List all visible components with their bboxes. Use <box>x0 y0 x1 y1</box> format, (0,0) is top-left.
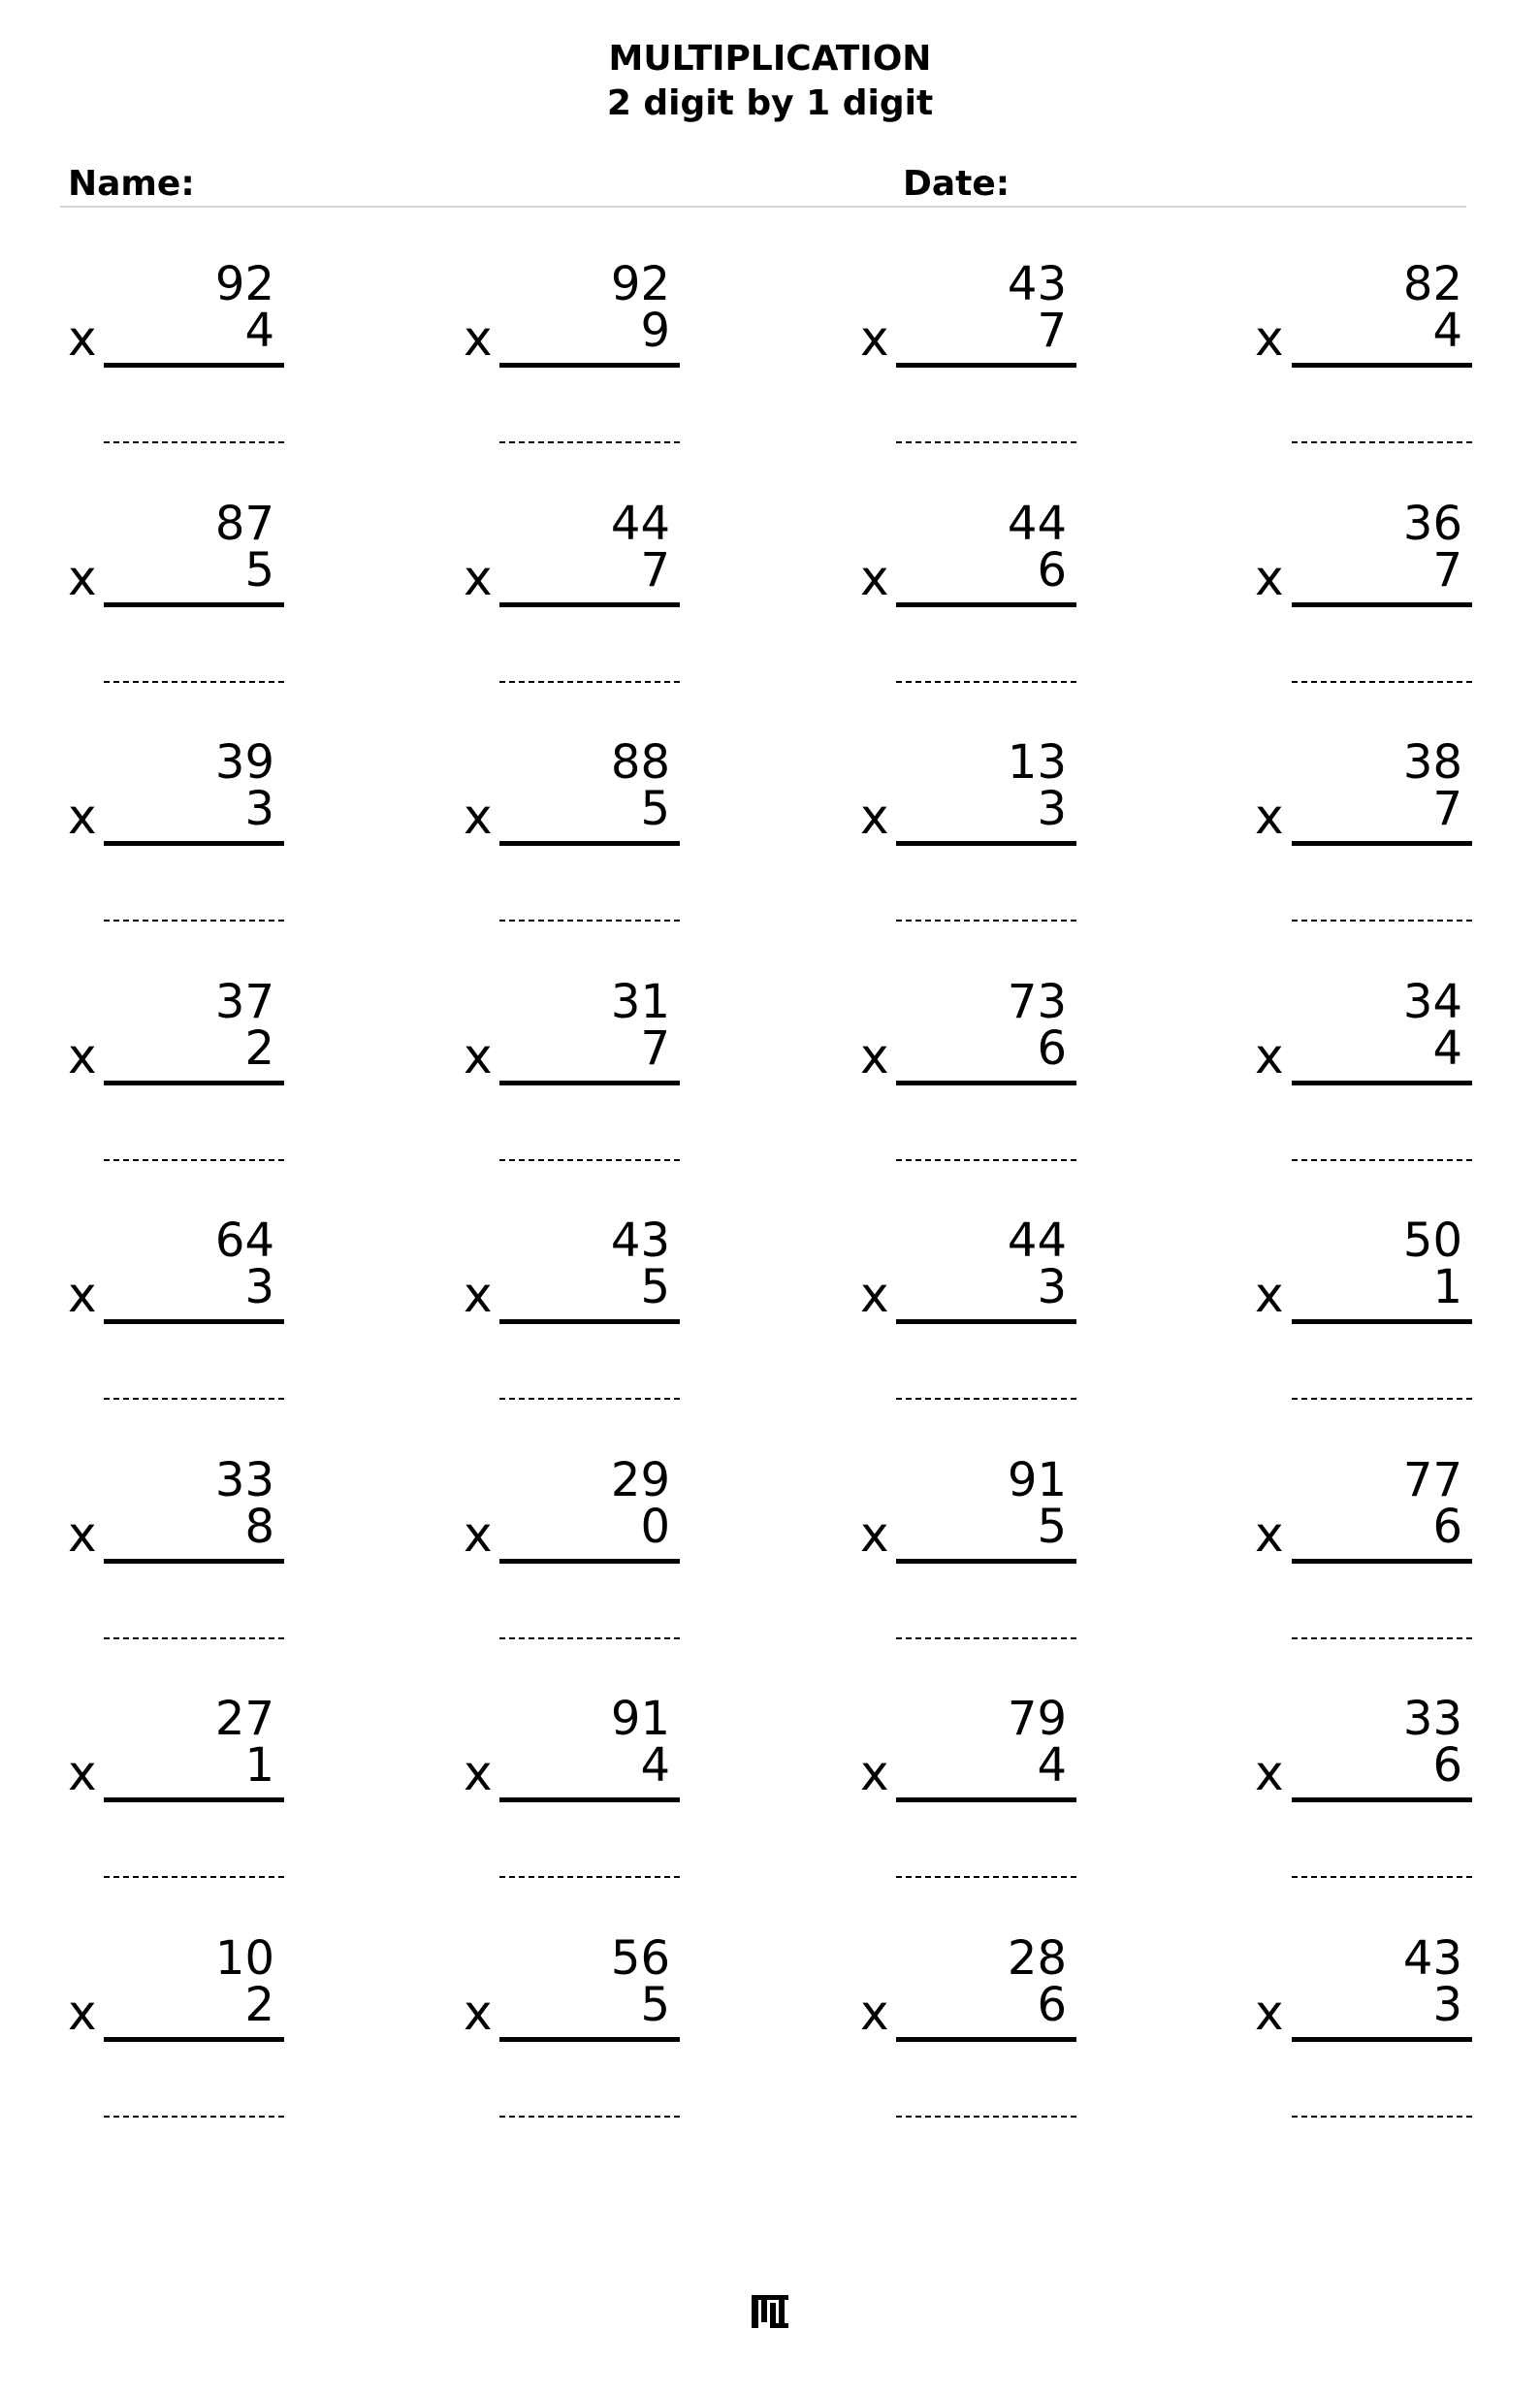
answer-line <box>499 441 680 443</box>
problem-underline <box>499 363 680 368</box>
multiplicand: 91 <box>1007 1453 1067 1507</box>
problem-underline <box>896 1797 1076 1802</box>
multiplier: 7 <box>640 543 670 598</box>
multiplicand: 37 <box>214 975 274 1029</box>
problem-underline <box>104 1559 284 1564</box>
multiply-operator: x <box>68 550 97 606</box>
multiplicand: 43 <box>610 1213 670 1268</box>
multiply-operator: x <box>68 310 97 367</box>
multiplier: 3 <box>244 1260 274 1314</box>
problem-underline <box>1292 2037 1472 2042</box>
multiply-operator: x <box>860 310 889 367</box>
multiply-operator: x <box>860 550 889 606</box>
problem-underline <box>1292 602 1472 607</box>
multiplicand: 44 <box>1007 497 1067 551</box>
multiplier: 6 <box>1037 543 1067 598</box>
multiplier: 6 <box>1037 1021 1067 1076</box>
answer-line <box>1292 441 1472 443</box>
problem-underline <box>1292 1559 1472 1564</box>
answer-line <box>1292 681 1472 683</box>
problem-underline <box>499 2037 680 2042</box>
multiplier: 1 <box>244 1738 274 1793</box>
multiplier: 6 <box>1432 1738 1462 1793</box>
multiplicand: 87 <box>214 497 274 551</box>
multiplier: 4 <box>640 1738 670 1793</box>
answer-line <box>896 2116 1076 2118</box>
problem-underline <box>104 1319 284 1324</box>
multiply-operator: x <box>1255 1506 1284 1563</box>
multiplier: 5 <box>640 1260 670 1314</box>
answer-line <box>1292 1159 1472 1161</box>
title: MULTIPLICATION <box>608 39 932 79</box>
problem-underline <box>896 2037 1076 2042</box>
answer-line <box>499 1159 680 1161</box>
multiplier: 1 <box>1432 1260 1462 1314</box>
brand-logo-icon <box>752 2295 788 2328</box>
answer-line <box>1292 1398 1472 1400</box>
multiplicand: 77 <box>1402 1453 1462 1507</box>
multiply-operator: x <box>1255 550 1284 606</box>
multiplicand: 91 <box>610 1692 670 1746</box>
header-divider <box>60 206 1466 208</box>
multiplier: 5 <box>1037 1500 1067 1554</box>
answer-line <box>104 1398 284 1400</box>
multiplicand: 92 <box>610 257 670 311</box>
worksheet-title <box>0 37 1540 126</box>
multiply-operator: x <box>464 550 493 606</box>
multiplicand: 43 <box>1402 1931 1462 1986</box>
multiply-operator: x <box>68 1506 97 1563</box>
multiplier: 2 <box>244 1021 274 1076</box>
multiply-operator: x <box>68 789 97 845</box>
multiplier: 3 <box>1037 782 1067 836</box>
problem-underline <box>896 602 1076 607</box>
multiplicand: 38 <box>1402 735 1462 790</box>
answer-line <box>104 1159 284 1161</box>
multiplier: 3 <box>1037 1260 1067 1314</box>
answer-line <box>499 1876 680 1878</box>
multiply-operator: x <box>68 1745 97 1801</box>
multiplicand: 39 <box>214 735 274 790</box>
multiplicand: 56 <box>610 1931 670 1986</box>
multiplicand: 44 <box>1007 1213 1067 1268</box>
problem-underline <box>499 1081 680 1085</box>
multiplicand: 28 <box>1007 1931 1067 1986</box>
multiplier: 7 <box>1432 543 1462 598</box>
multiply-operator: x <box>464 1267 493 1323</box>
answer-line <box>896 1876 1076 1878</box>
multiplicand: 36 <box>1402 497 1462 551</box>
multiply-operator: x <box>464 310 493 367</box>
problem-underline <box>499 1559 680 1564</box>
problem-underline <box>104 1081 284 1085</box>
multiplicand: 64 <box>214 1213 274 1268</box>
answer-line <box>896 920 1076 922</box>
multiplicand: 82 <box>1402 257 1462 311</box>
answer-line <box>104 441 284 443</box>
problem-underline <box>896 363 1076 368</box>
answer-line <box>1292 920 1472 922</box>
multiplicand: 88 <box>610 735 670 790</box>
answer-line <box>104 920 284 922</box>
answer-line <box>896 1398 1076 1400</box>
multiply-operator: x <box>1255 1267 1284 1323</box>
multiplier: 4 <box>1432 304 1462 358</box>
multiplicand: 44 <box>610 497 670 551</box>
multiplier: 3 <box>244 782 274 836</box>
multiplier: 5 <box>640 782 670 836</box>
answer-line <box>499 1398 680 1400</box>
multiplier: 6 <box>1432 1500 1462 1554</box>
multiplier: 7 <box>640 1021 670 1076</box>
problem-underline <box>104 1797 284 1802</box>
problem-underline <box>104 363 284 368</box>
answer-line <box>1292 1876 1472 1878</box>
answer-line <box>499 1637 680 1639</box>
problem-underline <box>1292 1081 1472 1085</box>
multiply-operator: x <box>1255 1028 1284 1084</box>
multiplier: 3 <box>1432 1978 1462 2032</box>
multiplicand: 33 <box>214 1453 274 1507</box>
multiplier: 4 <box>1432 1021 1462 1076</box>
answer-line <box>499 920 680 922</box>
multiplier: 5 <box>640 1978 670 2032</box>
answer-line <box>1292 1637 1472 1639</box>
problem-underline <box>896 1319 1076 1324</box>
problem-underline <box>1292 1797 1472 1802</box>
problem-underline <box>1292 841 1472 846</box>
multiplier: 5 <box>244 543 274 598</box>
answer-line <box>896 441 1076 443</box>
problem-underline <box>896 1559 1076 1564</box>
problem-underline <box>1292 1319 1472 1324</box>
multiply-operator: x <box>68 1985 97 2041</box>
problem-underline <box>499 841 680 846</box>
multiplier: 4 <box>244 304 274 358</box>
multiply-operator: x <box>860 1267 889 1323</box>
answer-line <box>104 681 284 683</box>
multiplicand: 92 <box>214 257 274 311</box>
multiplicand: 13 <box>1007 735 1067 790</box>
multiplicand: 31 <box>610 975 670 1029</box>
multiplicand: 34 <box>1402 975 1462 1029</box>
problem-underline <box>104 841 284 846</box>
subtitle: 2 digit by 1 digit <box>606 83 934 123</box>
multiply-operator: x <box>1255 310 1284 367</box>
multiply-operator: x <box>860 789 889 845</box>
multiply-operator: x <box>860 1985 889 2041</box>
multiplicand: 79 <box>1007 1692 1067 1746</box>
multiplier: 7 <box>1432 782 1462 836</box>
problem-underline <box>1292 363 1472 368</box>
name-label: Name: <box>68 164 195 204</box>
multiplicand: 50 <box>1402 1213 1462 1268</box>
multiply-operator: x <box>860 1028 889 1084</box>
multiplicand: 10 <box>214 1931 274 1986</box>
multiplier: 4 <box>1037 1738 1067 1793</box>
problem-underline <box>104 602 284 607</box>
multiplier: 0 <box>640 1500 670 1554</box>
multiplicand: 73 <box>1007 975 1067 1029</box>
answer-line <box>896 1159 1076 1161</box>
problem-underline <box>499 1797 680 1802</box>
multiply-operator: x <box>860 1745 889 1801</box>
multiply-operator: x <box>464 789 493 845</box>
problem-underline <box>896 1081 1076 1085</box>
multiplicand: 33 <box>1402 1692 1462 1746</box>
answer-line <box>104 1876 284 1878</box>
problem-underline <box>104 2037 284 2042</box>
multiply-operator: x <box>1255 789 1284 845</box>
answer-line <box>104 1637 284 1639</box>
answer-line <box>1292 2116 1472 2118</box>
multiplier: 9 <box>640 304 670 358</box>
answer-line <box>896 1637 1076 1639</box>
multiply-operator: x <box>464 1506 493 1563</box>
multiply-operator: x <box>464 1985 493 2041</box>
problem-underline <box>499 602 680 607</box>
problem-underline <box>896 841 1076 846</box>
multiply-operator: x <box>464 1028 493 1084</box>
multiplier: 6 <box>1037 1978 1067 2032</box>
answer-line <box>499 2116 680 2118</box>
multiply-operator: x <box>1255 1745 1284 1801</box>
multiplier: 7 <box>1037 304 1067 358</box>
multiplier: 8 <box>244 1500 274 1554</box>
multiplicand: 43 <box>1007 257 1067 311</box>
problem-underline <box>499 1319 680 1324</box>
answer-line <box>104 2116 284 2118</box>
multiply-operator: x <box>464 1745 493 1801</box>
multiply-operator: x <box>860 1506 889 1563</box>
date-label: Date: <box>903 164 1011 204</box>
multiplier: 2 <box>244 1978 274 2032</box>
multiply-operator: x <box>68 1028 97 1084</box>
multiplicand: 29 <box>610 1453 670 1507</box>
answer-line <box>499 681 680 683</box>
multiply-operator: x <box>1255 1985 1284 2041</box>
answer-line <box>896 681 1076 683</box>
multiply-operator: x <box>68 1267 97 1323</box>
multiplicand: 27 <box>214 1692 274 1746</box>
